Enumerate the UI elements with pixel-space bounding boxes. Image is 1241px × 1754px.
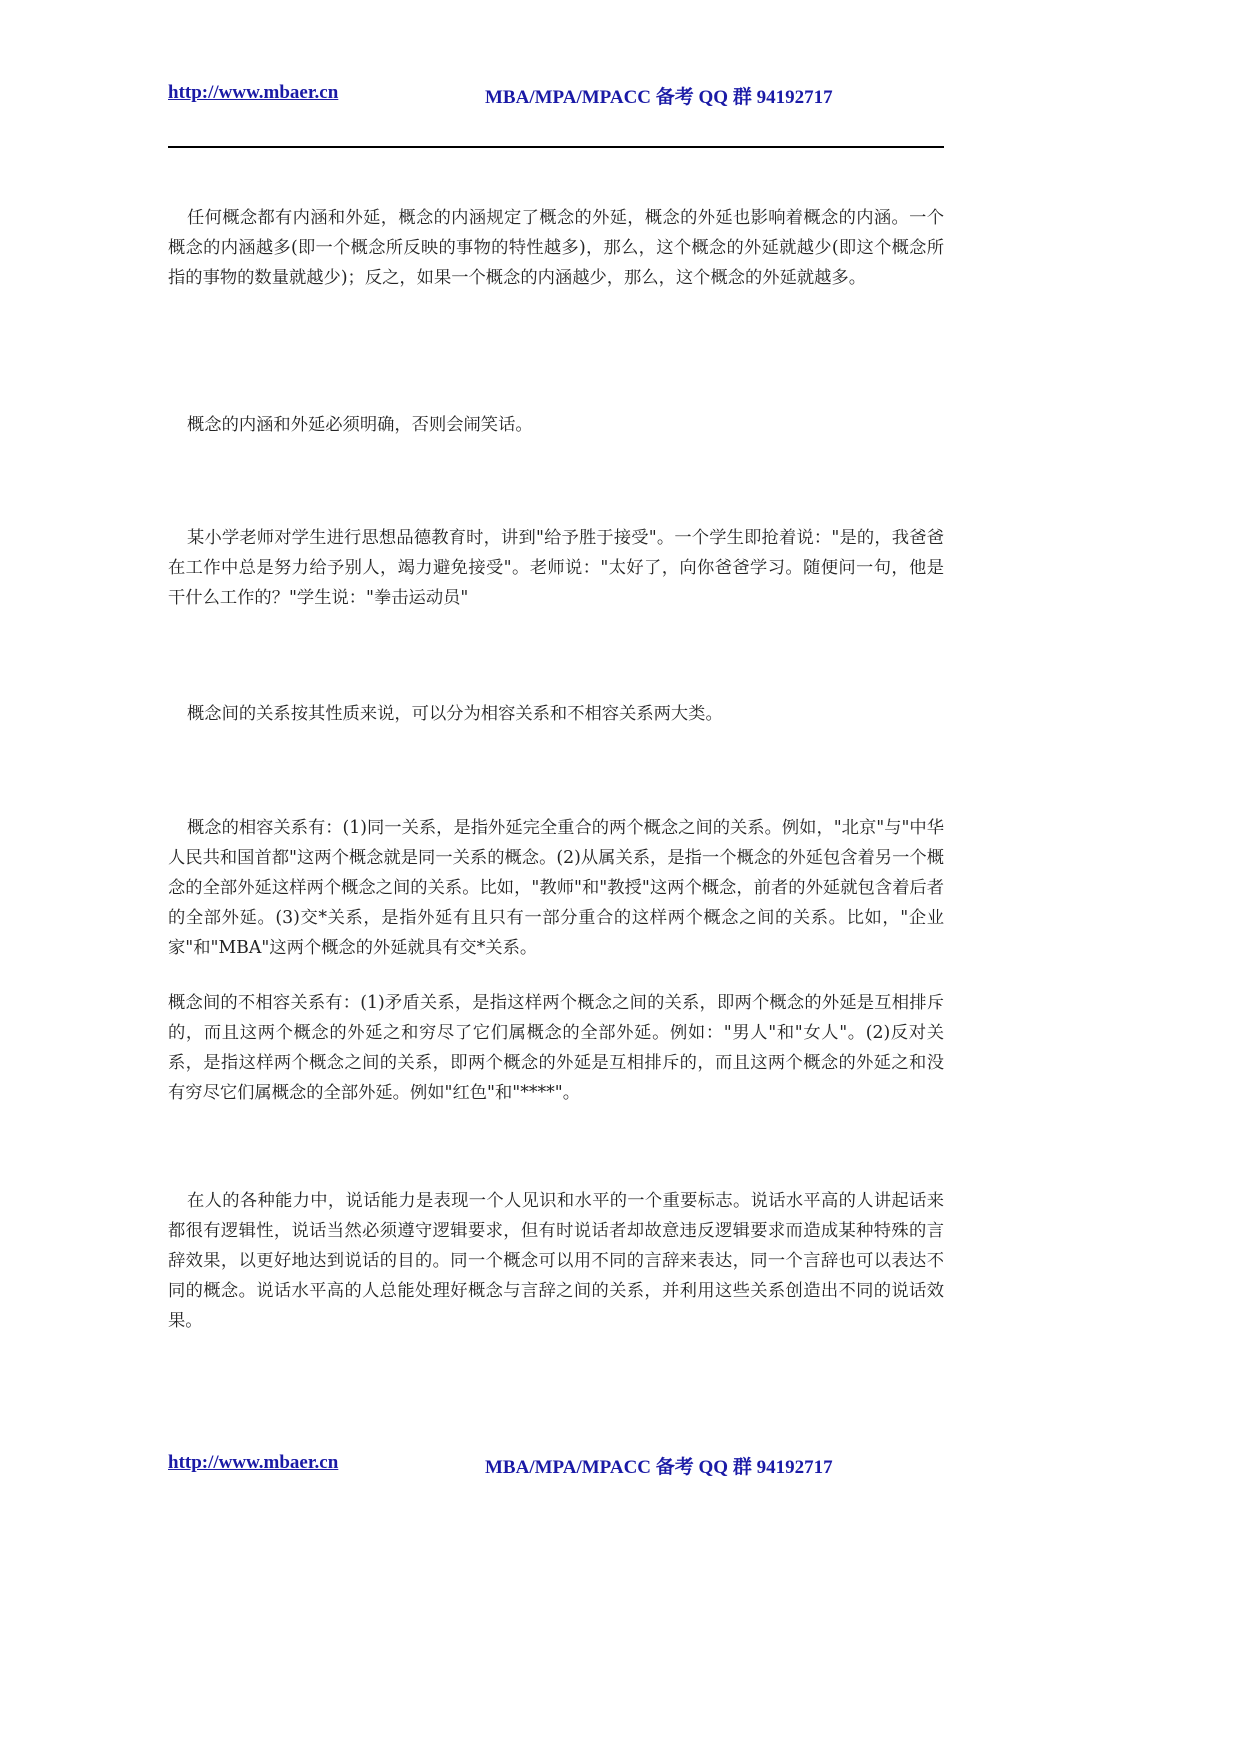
paragraph-6: 概念间的不相容关系有：(1)矛盾关系，是指这样两个概念之间的关系，即两个概念的外延是互相排斥的，而且这两个概念的外延之和穷尽了它们属概念的全部外延。例如："男人"和"女人"。(2)反对关系，是指这样两个概念之间的关系，即两个概念的外延是互相排斥的，而且这两个概念的外延之和没有穷尽它们属概念的全部外延。例如"红色"和"****"。 — [168, 993, 944, 1103]
paragraph-7: 在人的各种能力中，说话能力是表现一个人见识和水平的一个重要标志。说话水平高的人讲起话来都很有逻辑性，说话当然必须遵守逻辑要求，但有时说话者却故意违反逻辑要求而造成某种特殊的言辞效果，以更好地达到说话的目的。同一个概念可以用不同的言辞来表达，同一个言辞也可以表达不同的概念。说话水平高的人总能处理好概念与言辞之间的关系，并利用这些关系创造出不同的说话效果。 — [168, 1191, 944, 1331]
footer-link[interactable]: http://www.mbaer.cn — [168, 1452, 339, 1473]
paragraph-3: 某小学老师对学生进行思想品德教育时，讲到"给予胜于接受"。一个学生即抢着说："是的，我爸爸在工作中总是努力给予别人，竭力避免接受"。老师说："太好了，向你爸爸学习。随便问一句，他是干什么工作的？"学生说："拳击运动员" — [168, 528, 944, 608]
paragraph-4: 概念间的关系按其性质来说，可以分为相容关系和不相容关系两大类。 — [187, 704, 723, 724]
paragraph-5: 概念的相容关系有：(1)同一关系，是指外延完全重合的两个概念之间的关系。例如，"北京"与"中华人民共和国首都"这两个概念就是同一关系的概念。(2)从属关系，是指一个概念的外延包含着另一个概念的全部外延这样两个概念之间的关系。比如，"教师"和"教授"这两个概念，前者的外延就包含着后者的全部外延。(3)交*关系，是指外延有且只有一部分重合的这样两个概念之间的关系。比如，"企业家"和"MBA"这两个概念的外延就具有交*关系。 — [168, 818, 944, 958]
header-rule — [168, 146, 944, 148]
paragraph-2: 概念的内涵和外延必须明确，否则会闹笑话。 — [187, 415, 533, 435]
footer-title: MBA/MPA/MPACC 备考 QQ 群 94192717 — [485, 1457, 833, 1478]
page-header — [168, 82, 944, 108]
header-title: MBA/MPA/MPACC 备考 QQ 群 94192717 — [485, 87, 833, 108]
page-footer — [168, 1452, 944, 1478]
paragraph-1: 任何概念都有内涵和外延，概念的内涵规定了概念的外延，概念的外延也影响着概念的内涵。一个概念的内涵越多(即一个概念所反映的事物的特性越多)，那么，这个概念的外延就越少(即这个概念所指的事物的数量就越少)；反之，如果一个概念的内涵越少，那么，这个概念的外延就越多。 — [168, 208, 944, 288]
header-link[interactable]: http://www.mbaer.cn — [168, 82, 339, 103]
